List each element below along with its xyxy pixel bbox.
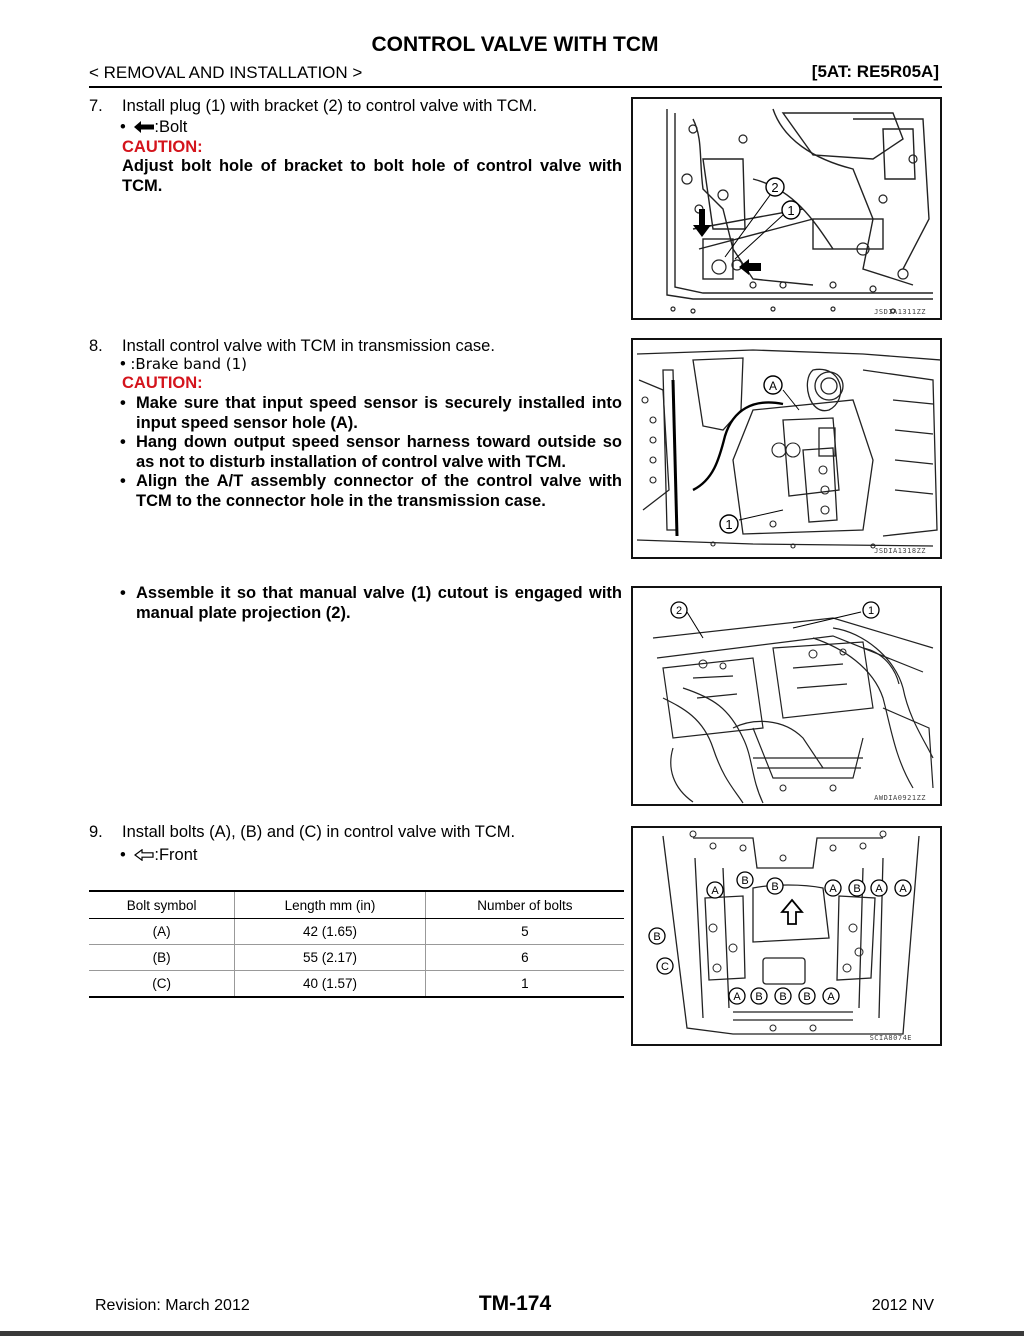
table-cell: 1 bbox=[425, 971, 624, 998]
callout-b: B bbox=[853, 883, 861, 895]
step-7-number: 7. bbox=[89, 97, 103, 115]
bolt-layout-drawing bbox=[633, 828, 942, 1046]
bullet: • bbox=[120, 355, 126, 373]
figure-id: AWDIA0921ZZ bbox=[874, 794, 926, 802]
callout-c: C bbox=[661, 961, 669, 973]
step-9-text: Install bolts (A), (B) and (C) in control valve with TCM. bbox=[122, 823, 516, 841]
table-header-row bbox=[89, 891, 624, 919]
page-title: CONTROL VALVE WITH TCM bbox=[371, 33, 659, 56]
valve-body-drawing bbox=[633, 99, 942, 320]
table-row bbox=[89, 971, 624, 998]
figure-id: JSDIA1311ZZ bbox=[874, 308, 926, 316]
callout-a: A bbox=[827, 991, 835, 1003]
bottom-edge-bar bbox=[0, 1331, 1024, 1336]
callout-2: 2 bbox=[771, 180, 779, 195]
front-arrow-icon bbox=[782, 900, 802, 924]
table-row bbox=[89, 919, 624, 945]
callout-1: 1 bbox=[725, 517, 733, 532]
callout-a: A bbox=[829, 883, 837, 895]
callout-a: A bbox=[875, 883, 883, 895]
caution-item bbox=[120, 433, 622, 472]
step-9-legend bbox=[120, 846, 197, 865]
table-cell: (A) bbox=[89, 919, 235, 945]
table-row bbox=[89, 945, 624, 971]
model-year: 2012 NV bbox=[871, 1297, 934, 1314]
step-8-legend-text: :Brake band (1) bbox=[130, 355, 247, 373]
caution-text: Align the A/T assembly connector of the control valve with TCM to the connector hole in the transmission case. bbox=[136, 472, 622, 510]
page-number: TM-174 bbox=[478, 1292, 552, 1315]
revision-date: Revision: March 2012 bbox=[95, 1297, 250, 1314]
table-cell: 40 (1.57) bbox=[235, 971, 425, 998]
callout-b: B bbox=[755, 991, 763, 1003]
caution-text: Make sure that input speed sensor is securely installed into input speed sensor hole (A). bbox=[136, 394, 622, 432]
caution-item bbox=[120, 472, 622, 511]
step-8-caution-label: CAUTION: bbox=[122, 374, 203, 392]
table-cell: (C) bbox=[89, 971, 235, 998]
header-rule bbox=[89, 86, 942, 88]
column-header: Length mm (in) bbox=[235, 891, 425, 919]
column-header: Bolt symbol bbox=[89, 891, 235, 919]
step-8-caution-list bbox=[120, 394, 622, 511]
figure-bolt-locations bbox=[631, 826, 942, 1046]
bullet: • bbox=[120, 433, 126, 451]
callout-b: B bbox=[771, 881, 779, 893]
table-cell: (B) bbox=[89, 945, 235, 971]
transmission-case-drawing bbox=[633, 340, 942, 559]
section-heading: < REMOVAL AND INSTALLATION > bbox=[89, 63, 363, 82]
step-7-text: Install plug (1) with bracket (2) to control valve with TCM. bbox=[122, 97, 538, 115]
table-cell: 42 (1.65) bbox=[235, 919, 425, 945]
manual-valve-bullet bbox=[120, 584, 622, 623]
bullet: • bbox=[120, 394, 126, 412]
bullet: • bbox=[120, 584, 126, 602]
callout-b: B bbox=[803, 991, 811, 1003]
table-cell: 55 (2.17) bbox=[235, 945, 425, 971]
callout-1: 1 bbox=[787, 203, 795, 218]
callout-2: 2 bbox=[675, 605, 683, 617]
filled-left-arrow-icon bbox=[134, 121, 154, 133]
step-7-caution-label: CAUTION: bbox=[122, 138, 203, 156]
bolt-arrow-left bbox=[739, 259, 761, 275]
figure-plug-bracket bbox=[631, 97, 942, 320]
callout-b: B bbox=[741, 875, 749, 887]
step-7-caution-text: Adjust bolt hole of bracket to bolt hole of control valve with TCM. bbox=[122, 157, 622, 195]
step-8-text: Install control valve with TCM in transmission case. bbox=[122, 337, 495, 355]
table-cell: 6 bbox=[425, 945, 624, 971]
step-9-legend-text: :Front bbox=[154, 846, 198, 864]
callout-1: 1 bbox=[867, 605, 875, 617]
callout-a: A bbox=[768, 379, 778, 393]
bolt-arrow-down bbox=[693, 209, 711, 237]
step-9-number: 9. bbox=[89, 823, 103, 841]
callout-b: B bbox=[779, 991, 787, 1003]
caution-item bbox=[120, 394, 622, 433]
hands-install-drawing bbox=[633, 588, 942, 806]
outline-left-arrow-icon bbox=[134, 849, 154, 861]
step-8-number: 8. bbox=[89, 337, 103, 355]
figure-manual-valve bbox=[631, 586, 942, 806]
bolt-spec-table bbox=[89, 890, 624, 998]
callout-a: A bbox=[899, 883, 907, 895]
caution-text: Hang down output speed sensor harness toward outside so as not to disturb installation of control valve with TCM. bbox=[136, 433, 622, 471]
figure-control-valve-install bbox=[631, 338, 942, 559]
bullet: • bbox=[120, 846, 126, 864]
figure-id: SCIA8074E bbox=[869, 1034, 912, 1042]
callout-a: A bbox=[733, 991, 741, 1003]
step-7-legend bbox=[120, 118, 187, 137]
callout-a: A bbox=[711, 885, 719, 897]
callout-b: B bbox=[653, 931, 661, 943]
bullet: • bbox=[120, 118, 126, 136]
step-8-legend bbox=[120, 355, 247, 374]
step-7-legend-text: :Bolt bbox=[154, 118, 188, 136]
table-cell: 5 bbox=[425, 919, 624, 945]
column-header: Number of bolts bbox=[425, 891, 624, 919]
figure-id: JSDIA1318ZZ bbox=[874, 547, 926, 555]
model-code: [5AT: RE5R05A] bbox=[811, 62, 939, 81]
manual-valve-text: Assemble it so that manual valve (1) cutout is engaged with manual plate projection (2). bbox=[136, 584, 622, 622]
bullet: • bbox=[120, 472, 126, 490]
